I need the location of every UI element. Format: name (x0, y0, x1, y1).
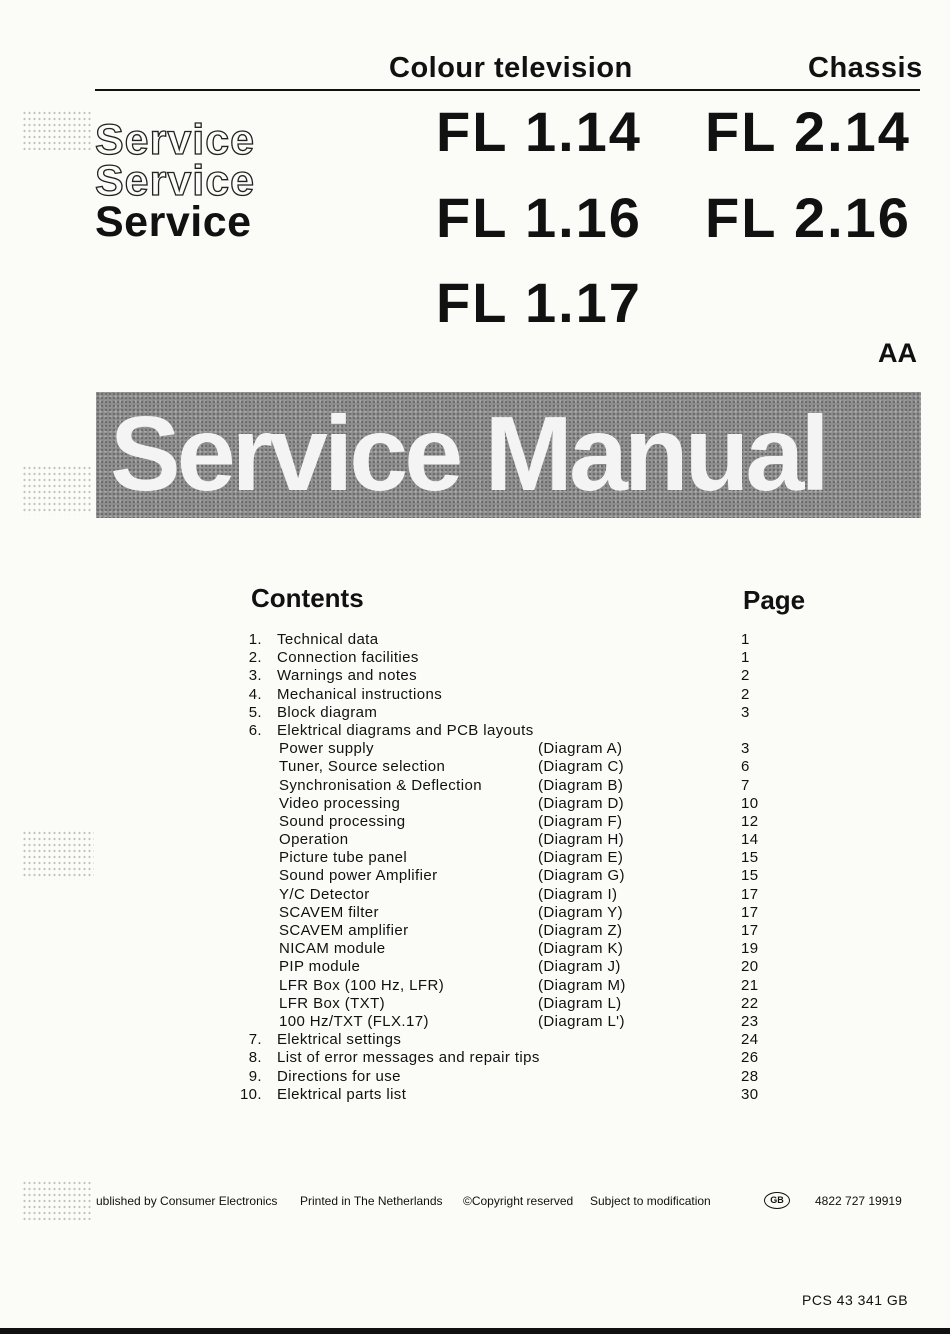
toc-title: 100 Hz/TXT (FLX.17) (279, 1012, 429, 1030)
scan-noise-top (22, 110, 92, 150)
toc-title: Operation (279, 831, 349, 849)
toc-diagram: (Diagram Y) (538, 903, 623, 921)
toc-title: Mechanical instructions (277, 685, 443, 703)
toc-title: Elektrical parts list (277, 1085, 407, 1103)
footer-publisher: ublished by Consumer Electronics (96, 1194, 278, 1208)
toc-page: 2 (741, 685, 750, 703)
toc-number: 3. (248, 667, 262, 685)
toc-title: Tuner, Source selection (279, 758, 446, 776)
toc-title: Connection facilities (277, 649, 419, 667)
country-badge: GB (764, 1192, 790, 1209)
toc-title: Synchronisation & Deflection (279, 776, 482, 794)
toc-row (0, 740, 950, 758)
toc-diagram: (Diagram M) (538, 976, 626, 994)
toc-diagram: (Diagram I) (538, 885, 618, 903)
toc-row (0, 904, 950, 922)
model-fl-2-16: FL 2.16 (705, 186, 911, 249)
toc-diagram: (Diagram L') (538, 1012, 625, 1030)
toc-diagram: (Diagram F) (538, 812, 623, 830)
toc-title: SCAVEM amplifier (279, 922, 409, 939)
toc-title: Picture tube panel (279, 849, 408, 867)
toc-page: 17 (741, 903, 759, 921)
toc-number: 10. (239, 1085, 262, 1103)
toc-row (0, 1086, 950, 1104)
variant-code: AA (878, 338, 917, 368)
toc-diagram: (Diagram G) (538, 867, 625, 885)
service-logo-outline-2: Service (95, 157, 256, 205)
table-of-contents (0, 631, 950, 1104)
toc-title: Technical data (277, 631, 379, 648)
model-fl-1-14: FL 1.14 (436, 100, 642, 163)
scan-bottom-edge (0, 1328, 950, 1334)
toc-row (0, 758, 950, 776)
scan-noise-footer (22, 1180, 92, 1220)
toc-page: 22 (741, 994, 759, 1012)
toc-title: Sound power Amplifier (279, 867, 438, 885)
toc-diagram: (Diagram C) (538, 758, 625, 776)
toc-row (0, 867, 950, 885)
toc-page: 30 (741, 1085, 759, 1103)
toc-number: 4. (248, 685, 262, 703)
toc-page: 23 (741, 1012, 759, 1030)
toc-number: 5. (248, 703, 262, 721)
toc-number: 9. (248, 1067, 262, 1085)
header-chassis: Chassis (808, 52, 923, 84)
toc-row (0, 722, 950, 740)
toc-title: LFR Box (100 Hz, LFR) (279, 976, 445, 994)
toc-page: 15 (741, 867, 759, 885)
toc-diagram: (Diagram J) (538, 958, 621, 976)
toc-number: 2. (248, 649, 262, 667)
toc-page: 1 (741, 631, 750, 648)
toc-page: 7 (741, 776, 750, 794)
model-fl-1-16: FL 1.16 (436, 186, 642, 249)
toc-page: 17 (741, 922, 759, 939)
toc-title: PIP module (279, 958, 361, 976)
toc-title: LFR Box (TXT) (279, 994, 386, 1012)
toc-page: 17 (741, 885, 759, 903)
toc-row (0, 977, 950, 995)
toc-page: 19 (741, 940, 759, 958)
toc-page: 28 (741, 1067, 759, 1085)
toc-title: Block diagram (277, 703, 378, 721)
toc-row (0, 1013, 950, 1031)
toc-diagram: (Diagram E) (538, 849, 624, 867)
toc-row (0, 813, 950, 831)
toc-title: Video processing (279, 794, 401, 812)
toc-page: 3 (741, 703, 750, 721)
toc-title: Elektrical settings (277, 1031, 402, 1049)
toc-row (0, 849, 950, 867)
footer-subject: Subject to modification (590, 1194, 711, 1208)
toc-title: SCAVEM filter (279, 903, 379, 921)
toc-page: 15 (741, 849, 759, 867)
model-fl-1-17: FL 1.17 (436, 271, 642, 334)
service-manual-banner (96, 392, 921, 518)
toc-diagram: (Diagram B) (538, 776, 624, 794)
toc-row (0, 958, 950, 976)
toc-page: 6 (741, 758, 750, 776)
toc-row (0, 795, 950, 813)
toc-row (0, 940, 950, 958)
toc-page: 26 (741, 1049, 759, 1067)
page-column-header: Page (743, 585, 806, 615)
toc-page: 24 (741, 1031, 759, 1049)
service-logo-outline-1: Service (95, 116, 256, 164)
toc-diagram: (Diagram D) (538, 794, 625, 812)
toc-number: 6. (248, 721, 262, 739)
banner-title: Service Manual (110, 395, 826, 513)
scan-noise-mid (22, 465, 92, 515)
toc-title: Elektrical diagrams and PCB layouts (277, 721, 534, 739)
toc-number: 1. (248, 631, 262, 648)
header-rule (95, 89, 920, 91)
toc-title: Directions for use (277, 1067, 401, 1085)
toc-diagram: (Diagram L) (538, 994, 622, 1012)
toc-row (0, 1049, 950, 1067)
toc-row (0, 995, 950, 1013)
toc-title: Sound processing (279, 812, 406, 830)
toc-row (0, 1031, 950, 1049)
toc-row (0, 704, 950, 722)
footer-part-number: 4822 727 19919 (815, 1194, 902, 1208)
toc-page: 1 (741, 649, 750, 667)
footer-printed: Printed in The Netherlands (300, 1194, 443, 1208)
toc-row (0, 886, 950, 904)
toc-title: Warnings and notes (277, 667, 418, 685)
toc-row (0, 649, 950, 667)
toc-title: Power supply (279, 740, 374, 758)
toc-diagram: (Diagram A) (538, 740, 623, 758)
toc-title: Y/C Detector (279, 885, 370, 903)
toc-title: NICAM module (279, 940, 386, 958)
toc-page: 20 (741, 958, 759, 976)
toc-row (0, 831, 950, 849)
toc-page: 21 (741, 976, 759, 994)
contents-title: Contents (251, 583, 364, 613)
toc-number: 7. (248, 1031, 262, 1049)
toc-number: 8. (248, 1049, 262, 1067)
service-logo-solid: Service (95, 198, 252, 246)
toc-row (0, 1068, 950, 1086)
toc-page: 2 (741, 667, 750, 685)
toc-diagram: (Diagram H) (538, 831, 625, 849)
toc-title: List of error messages and repair tips (277, 1049, 540, 1067)
header-colour-television: Colour television (389, 52, 633, 84)
toc-row (0, 777, 950, 795)
toc-row (0, 631, 950, 649)
toc-page: 10 (741, 794, 759, 812)
toc-page: 14 (741, 831, 759, 849)
toc-page: 12 (741, 812, 759, 830)
toc-page: 3 (741, 740, 750, 758)
toc-diagram: (Diagram Z) (538, 922, 623, 939)
toc-diagram: (Diagram K) (538, 940, 624, 958)
footer-copyright: ©Copyright reserved (463, 1194, 574, 1208)
document-code: PCS 43 341 GB (802, 1292, 909, 1308)
model-fl-2-14: FL 2.14 (705, 100, 911, 163)
toc-row (0, 667, 950, 685)
toc-row (0, 922, 950, 940)
toc-row (0, 686, 950, 704)
